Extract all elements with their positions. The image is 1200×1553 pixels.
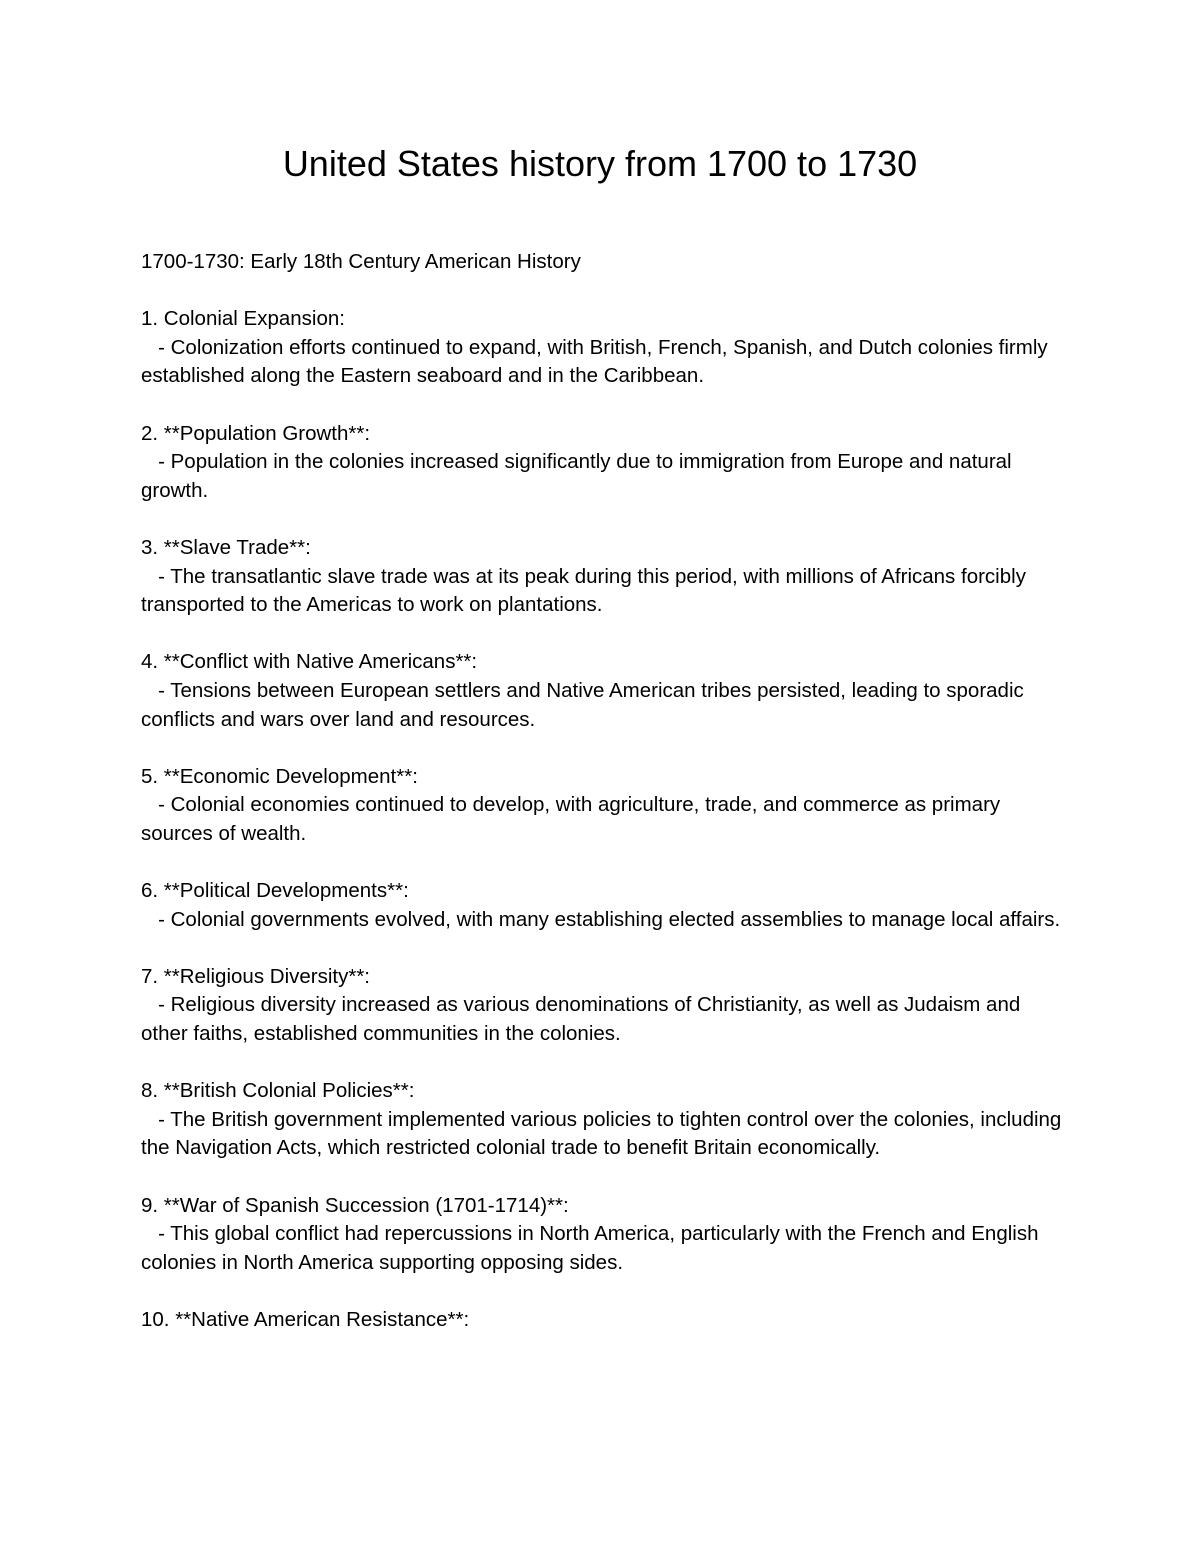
section-war-spanish-succession xyxy=(141,1192,1071,1278)
section-heading: 10. **Native American Resistance**: xyxy=(141,1307,470,1331)
section-detail: - Colonial governments evolved, with many establishing elected assemblies to manage local affairs. xyxy=(141,907,1061,931)
section-heading: 1. Colonial Expansion: xyxy=(141,307,345,331)
section-heading: 8. **British Colonial Policies**: xyxy=(141,1079,415,1103)
section-heading: 4. **Conflict with Native Americans**: xyxy=(141,650,478,674)
section-population-growth xyxy=(141,420,1071,506)
document-body xyxy=(141,248,1071,1363)
section-economic-development xyxy=(141,763,1071,849)
section-detail: - Tensions between European settlers and Native American tribes persisted, leading to sporadic conflicts and wars over land and resources. xyxy=(141,678,1030,731)
document-subtitle: 1700-1730: Early 18th Century American History xyxy=(141,250,581,273)
section-heading: 6. **Political Developments**: xyxy=(141,879,409,903)
section-british-colonial-policies xyxy=(141,1077,1071,1163)
section-heading: 3. **Slave Trade**: xyxy=(141,535,311,559)
document-title: United States history from 1700 to 1730 xyxy=(282,143,918,184)
section-religious-diversity xyxy=(141,963,1071,1049)
section-detail: - The British government implemented various policies to tighten control over the colonies, including the Navigation Acts, which restricted colonial trade to benefit Britain economically. xyxy=(141,1107,1068,1160)
section-detail: - Colonial economies continued to develop, with agriculture, trade, and commerce as primary sources of wealth. xyxy=(141,793,1006,845)
section-political-developments xyxy=(141,877,1071,934)
section-detail: - Religious diversity increased as various denominations of Christianity, as well as Judaism and other faiths, established communities in the colonies. xyxy=(141,993,1026,1046)
section-detail: - Colonization efforts continued to expand, with British, French, Spanish, and Dutch colonies firmly established along the Eastern seaboard and in the Caribbean. xyxy=(141,335,1054,388)
section-heading: 7. **Religious Diversity**: xyxy=(141,964,371,988)
section-heading: 2. **Population Growth**: xyxy=(141,421,371,445)
section-native-american-resistance xyxy=(141,1306,1071,1335)
section-slave-trade xyxy=(141,534,1071,620)
section-detail: - Population in the colonies increased significantly due to immigration from Europe and natural growth. xyxy=(141,450,1018,502)
section-heading: 5. **Economic Development**: xyxy=(141,764,418,788)
section-heading: 9. **War of Spanish Succession (1701-1714)**: xyxy=(141,1193,569,1217)
section-detail: - The transatlantic slave trade was at its peak during this period, with millions of Africans forcibly transported to the Americas to work on plantations. xyxy=(141,564,1032,617)
section-conflict-native-americans xyxy=(141,648,1071,734)
section-colonial-expansion xyxy=(141,305,1071,391)
section-detail: - This global conflict had repercussions in North America, particularly with the French and English colonies in North America supporting opposing sides. xyxy=(141,1222,1045,1274)
